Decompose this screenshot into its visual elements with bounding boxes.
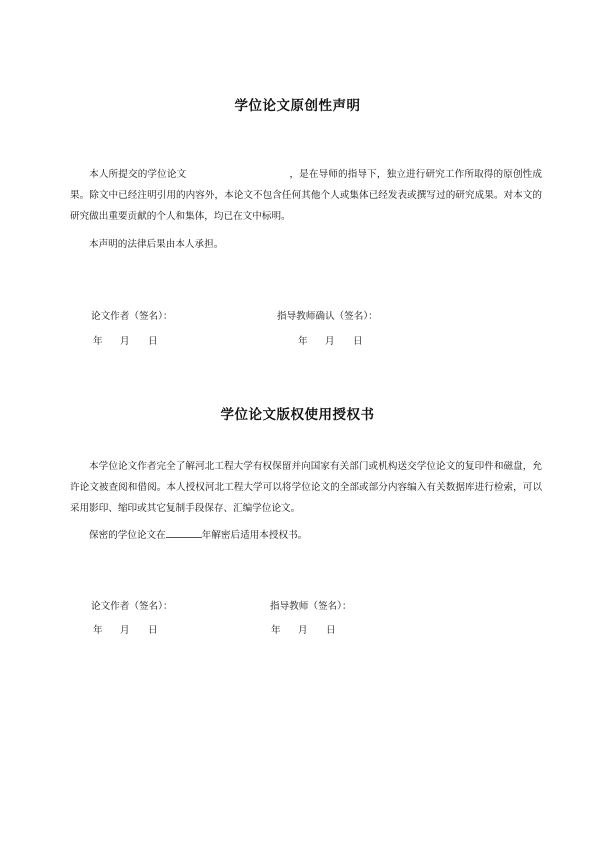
declaration-author-signature-label: 论文作者（签名）： — [91, 311, 173, 322]
declaration-advisor-date — [298, 333, 363, 347]
date-month: 月 — [120, 625, 130, 636]
authorization-author-date — [93, 622, 158, 636]
date-day: 日 — [326, 625, 336, 636]
date-month: 月 — [298, 625, 308, 636]
date-month: 月 — [120, 336, 130, 347]
declaration-author-date — [93, 333, 158, 347]
confidential-text-b: 年解密后适用本授权书。 — [201, 530, 308, 541]
date-day: 日 — [148, 625, 158, 636]
date-month: 月 — [325, 336, 335, 347]
authorization-advisor-signature-label: 指导教师（签名）： — [270, 601, 352, 612]
confidential-text-a: 保密的学位论文在 — [89, 530, 166, 541]
authorization-advisor-date — [271, 622, 336, 636]
confidential-years-blank — [166, 529, 202, 538]
declaration-title: 学位论文原创性声明 — [234, 98, 361, 114]
date-day: 日 — [148, 336, 158, 347]
date-year: 年 — [93, 336, 103, 347]
declaration-text-a: 本人所提交的学位论文 — [89, 169, 187, 180]
authorization-paragraph-2 — [70, 525, 542, 546]
declaration-liability-text: 本声明的法律后果由本人承担。 — [89, 239, 224, 250]
authorization-author-signature-label: 论文作者（签名）： — [91, 601, 173, 612]
authorization-text: 本学位论文作者完全了解河北工程大学有权保留并向国家有关部门或机构送交学位论文的复印件和磁盘，允许论文被查阅和借阅。本人授权河北工程大学可以将学位论文的全部或部分内容编入有关数据库进行检索，可以采用影印、缩印或其它复制手段保存、汇编学位论文。 — [70, 461, 542, 514]
declaration-text-b: ，是在导师的指导下，独立进行研究工作所取得的原创性成果。除文中已经注明引用的内容外，本论文不包含任何其他个人或集体已经发表或撰写过的研究成果。对本文的研究做出重要贡献的个人和集体，均已在文中标明。 — [70, 169, 542, 222]
declaration-paragraph-1 — [70, 164, 542, 227]
date-year: 年 — [298, 336, 308, 347]
declaration-advisor-signature-label: 指导教师确认（签名）： — [277, 311, 378, 322]
date-year: 年 — [93, 625, 103, 636]
authorization-title: 学位论文版权使用授权书 — [220, 407, 375, 423]
declaration-paragraph-2 — [70, 234, 542, 255]
authorization-paragraph-1 — [70, 456, 542, 519]
date-day: 日 — [353, 336, 363, 347]
date-year: 年 — [271, 625, 281, 636]
